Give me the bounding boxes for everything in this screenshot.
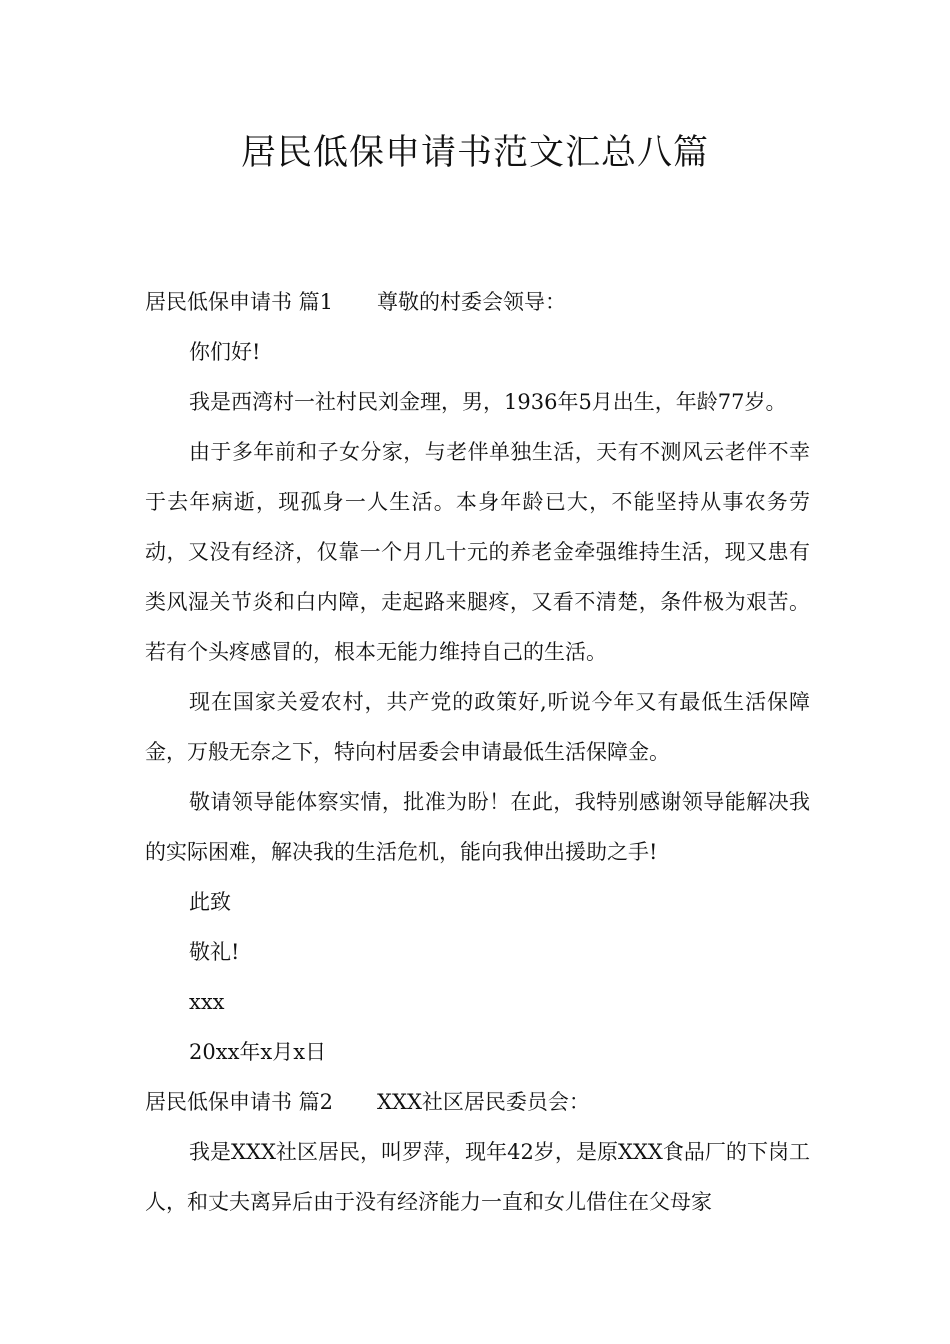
document-title: 居民低保申请书范文汇总八篇 (240, 133, 709, 173)
signature: xxx (189, 990, 225, 1014)
section-addressee: 尊敬的村委会领导： (377, 290, 567, 314)
paragraph: 敬请领导能体察实情，批准为盼！在此，我特别感谢领导能解决我的实际困难，解决我的生活危机，能向我伸出援助之手! (145, 790, 810, 864)
paragraph: 你们好! (189, 340, 261, 364)
date-line: 20xx年x月x日 (189, 1040, 327, 1064)
paragraph: 我是XXX社区居民，叫罗萍，现年42岁，是原XXX食品厂的下岗工人，和丈夫离异后由于没有经济能力一直和女儿借住在父母家 (145, 1140, 810, 1214)
closing-line: 敬礼! (189, 940, 240, 964)
paragraph: 现在国家关爱农村，共产党的政策好,听说今年又有最低生活保障金，万般无奈之下，特向村居委会申请最低生活保障金。 (145, 690, 810, 764)
paragraph: 我是西湾村一社村民刘金理，男，1936年5月出生，年龄77岁。 (189, 390, 787, 414)
section-heading-line (145, 1077, 810, 1127)
section-addressee: XXX社区居民委员会： (377, 1090, 590, 1114)
paragraph: 由于多年前和子女分家，与老伴单独生活，天有不测风云老伴不幸于去年病逝，现孤身一人生活。本身年龄已大，不能坚持从事农务劳动，又没有经济，仅靠一个月几十元的养老金牵强维持生活，现又患有类风湿关节炎和白内障，走起路来腿疼，又看不清楚，条件极为艰苦。若有个头疼感冒的，根本无能力维持自己的生活。 (145, 440, 810, 664)
section-heading: 居民低保申请书 篇1 (145, 290, 334, 314)
document-body (145, 277, 810, 1227)
section-heading-line (145, 277, 810, 327)
section-heading: 居民低保申请书 篇2 (145, 1090, 334, 1114)
closing-line: 此致 (189, 890, 231, 914)
